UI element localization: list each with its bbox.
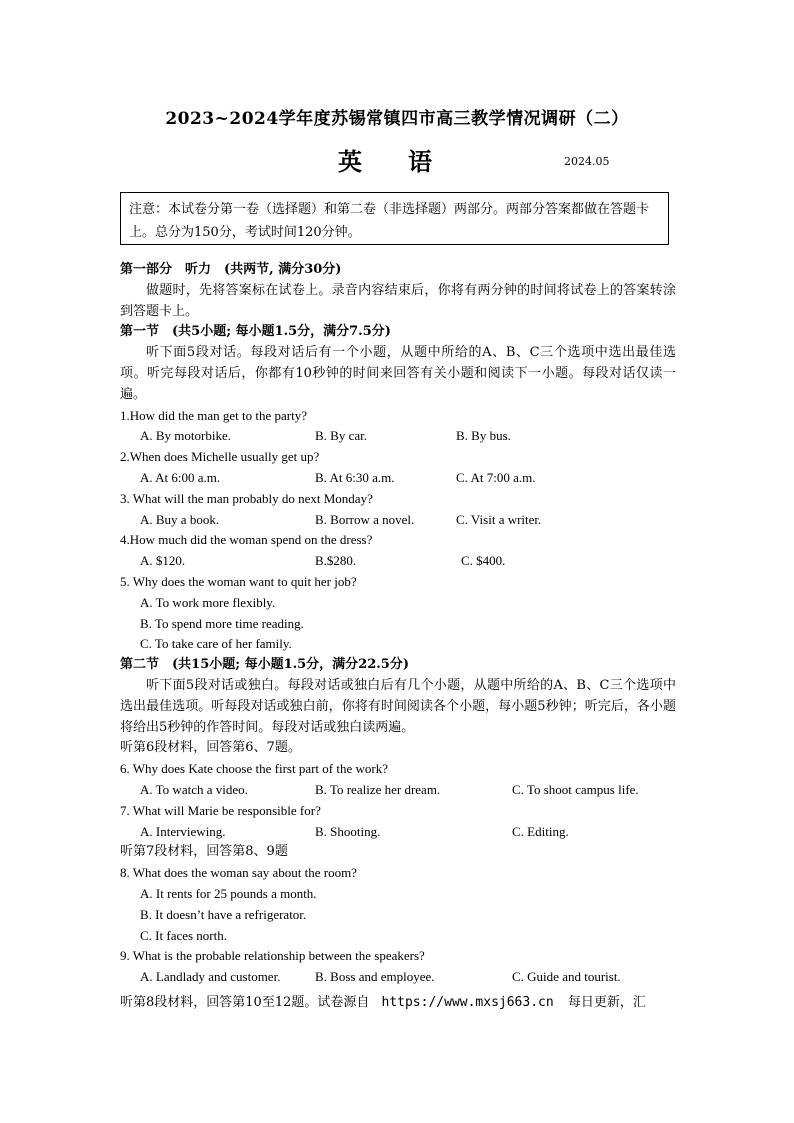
option-c: C. To shoot campus life. — [512, 781, 639, 797]
option-c: C. At 7:00 a.m. — [456, 469, 536, 485]
option-b: B. Borrow a novel. — [315, 511, 415, 527]
option-c: C. It faces north. — [140, 927, 228, 943]
option-a: A. To work more flexibly. — [140, 594, 276, 610]
exam-content — [120, 260, 676, 1014]
option-b: B. At 6:30 a.m. — [315, 469, 395, 485]
option-a: A. Landlady and customer. — [140, 969, 281, 985]
option-b: B. It doesn’t have a refrigerator. — [140, 906, 307, 922]
option-b: B. To spend more time reading. — [140, 615, 304, 631]
option-c: C. Visit a writer. — [456, 511, 542, 527]
option-b: B. To realize her dream. — [315, 781, 441, 797]
question-4-options — [120, 551, 676, 572]
source-url-link[interactable]: https://www.mxsj663.cn — [381, 994, 554, 1010]
question-9: 9. What is the probable relationship between the speakers? — [120, 948, 425, 964]
option-a: A. By motorbike. — [140, 428, 231, 444]
question-1: 1.How did the man get to the party? — [120, 407, 308, 423]
section2-instructions: 听下面5段对话或独白。每段对话或独白后有几个小题，从题中所给的A、B、C三个选项中选出最佳选项。听每段对话或独白前，你将有时间阅读各个小题，每小题5秒钟；听完后，各小题将给出5秒钟的作答时间。每段对话或独白读两遍。 — [120, 677, 676, 735]
material-7-label: 听第7段材料，回答第8、9题 — [120, 844, 288, 860]
option-b: B. Shooting. — [315, 823, 381, 839]
exam-date: 2024.05 — [564, 155, 610, 168]
notice-box: 注意：本试卷分第一卷（选择题）和第二卷（非选择题）两部分。两部分答案都做在答题卡上。总分为150分，考试时间120分钟。 — [120, 192, 669, 245]
option-b: B. Boss and employee. — [315, 969, 435, 985]
option-a: A. At 6:00 a.m. — [140, 469, 221, 485]
option-c: B. By bus. — [456, 428, 511, 444]
question-4: 4.How much did the woman spend on the dress? — [120, 532, 373, 548]
option-c: C. To take care of her family. — [140, 636, 292, 652]
section1-instructions: 听下面5段对话。每段对话后有一个小题，从题中所给的A、B、C三个选项中选出最佳选项。听完每段对话后，你都有10秒钟的时间来回答有关小题和阅读下一小题。每段对话仅读一遍。 — [120, 345, 676, 402]
option-a: A. Interviewing. — [140, 823, 226, 839]
option-a: A. $120. — [140, 553, 186, 569]
question-2: 2.When does Michelle usually get up? — [120, 449, 320, 465]
question-5: 5. Why does the woman want to quit her job? — [120, 573, 357, 589]
option-b: B. By car. — [315, 428, 367, 444]
option-b: B.$280. — [315, 553, 357, 569]
source-tail-text: 每日更新，汇 — [567, 994, 646, 1010]
question-7: 7. What will Marie be responsible for? — [120, 802, 321, 818]
material-8-text: 听第8段材料，回答第10至12题。试卷源自 — [120, 994, 370, 1010]
section2-heading: 第二节 (共15小题; 每小题1.5分，满分22.5分) — [120, 657, 409, 673]
section1-heading: 第一节 (共5小题; 每小题1.5分，满分7.5分) — [120, 324, 391, 340]
question-1-options — [120, 426, 676, 447]
option-c: C. Guide and tourist. — [512, 969, 621, 985]
option-a: A. It rents for 25 pounds a month. — [140, 885, 317, 901]
option-a: A. Buy a book. — [140, 511, 220, 527]
material-6-label: 听第6段材料，回答第6、7题。 — [120, 740, 301, 756]
option-c: C. Editing. — [512, 823, 569, 839]
option-c: C. $400. — [461, 553, 506, 569]
question-7-options — [120, 822, 676, 843]
question-3-options — [120, 510, 676, 531]
question-6-options — [120, 780, 676, 801]
question-8: 8. What does the woman say about the room? — [120, 865, 357, 881]
part1-intro: 做题时，先将答案标在试卷上。录音内容结束后，你将有两分钟的时间将试卷上的答案转涂到答题卡上。 — [120, 282, 676, 319]
part1-heading: 第一部分 听力 (共两节, 满分30分) — [120, 262, 342, 277]
option-a: A. To watch a video. — [140, 781, 248, 797]
material-8-label — [120, 993, 676, 1014]
subject-title: 英语 — [338, 147, 478, 176]
exam-title: 2023~2024学年度苏锡常镇四市高三教学情况调研（二） — [165, 109, 629, 129]
question-3: 3. What will the man probably do next Monday? — [120, 490, 373, 506]
question-9-options — [120, 967, 676, 988]
question-2-options — [120, 468, 676, 489]
question-6: 6. Why does Kate choose the first part of the work? — [120, 761, 388, 777]
